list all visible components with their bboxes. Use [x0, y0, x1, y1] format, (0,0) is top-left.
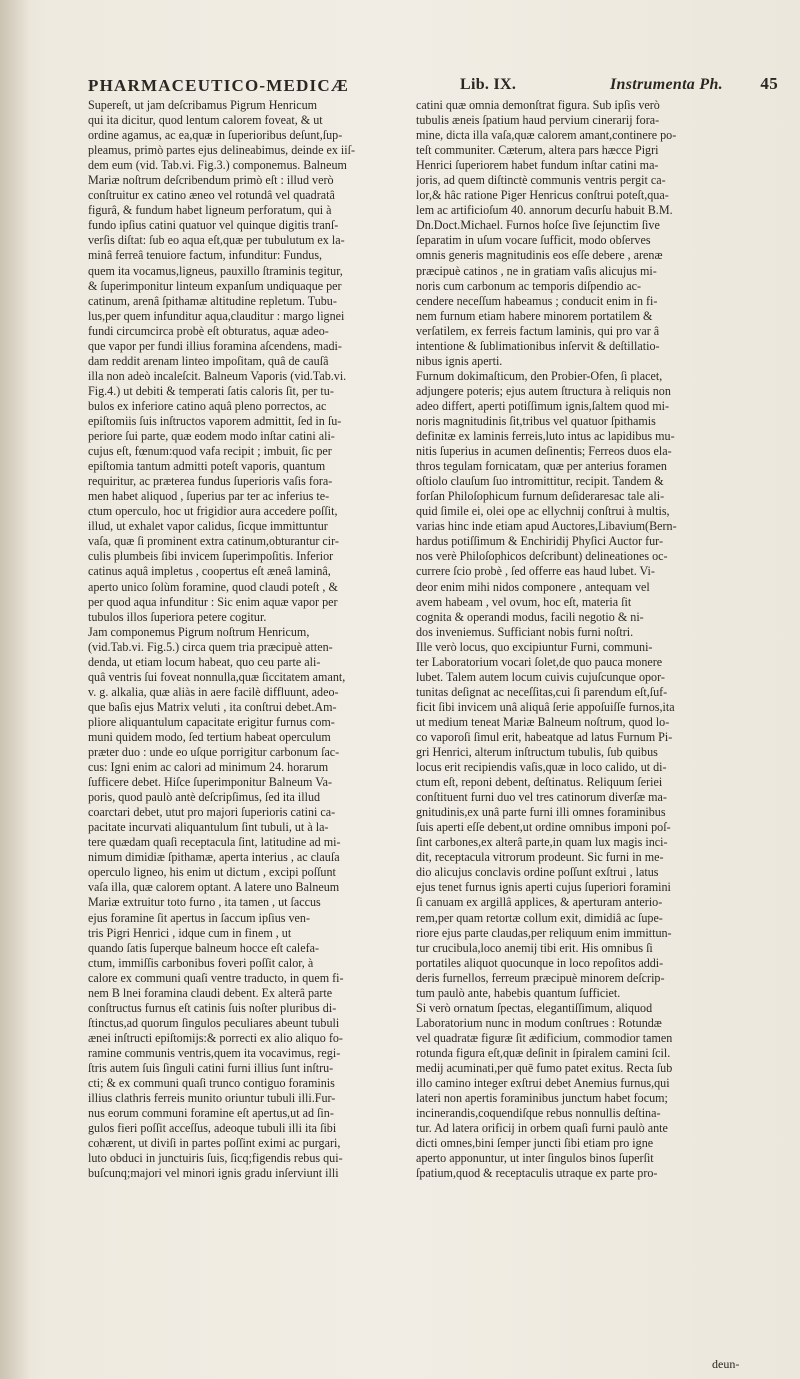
- right-text-column: [416, 98, 734, 1181]
- catchword: deun-: [712, 1357, 740, 1371]
- text-line: illo camino integer exſtrui debet Anemius furnus,qui: [416, 1076, 670, 1091]
- text-line: catini quæ omnia demonſtrat figura. Sub ipſis verò: [416, 98, 660, 112]
- text-line: tere quædam quaſi receptacula ſint, latitudine ad mi-: [88, 835, 341, 850]
- text-line: catinus aquâ impletus , coopertus eſt æneâ laminâ,: [88, 564, 331, 579]
- text-line: v. g. alkalia, quæ aliàs in aere facilè diffluunt, adeo-: [88, 684, 339, 699]
- text-line: conſtruitur ex catino æneo vel rotundâ vel quadratâ: [88, 188, 335, 203]
- text-line: Mariæ extruitur toto furno , ita tamen , ut ſaccus: [88, 895, 321, 910]
- text-line: lem ac artificioſum 40. annorum decurſu habuit B.M.: [416, 203, 673, 218]
- page-number: 45: [760, 74, 778, 93]
- text-line: ficit ſibi invicem unâ aliquâ ſerie appoſuiſſe furnos,ita: [416, 699, 675, 714]
- text-line: aperto unico ſolùm foramine, quod claudi poteſt , &: [88, 579, 338, 594]
- text-line: definitæ ex laminis ferreis,luto intus ac lapidibus mu-: [416, 429, 675, 444]
- text-line: tunitas deſignat ac neceſſitas,cui ſi parendum eſt,ſuf-: [416, 684, 668, 699]
- text-line: præcipuè catinos , ne in gratiam vaſis alicujus mi-: [416, 263, 657, 278]
- text-line: deris furnellos, ferreum præcipuè minorem deſcrip-: [416, 970, 665, 985]
- text-line: ctum operculo, hoc ut frigidior aura accedere poſſit,: [88, 504, 338, 519]
- text-line: ſufficere debet. Hiſce ſuperimponitur Balneum Va-: [88, 775, 333, 790]
- text-line: adeo differt, aperti potiſſimum ignis,ſaltem quod mi-: [416, 398, 670, 413]
- text-line: oſtiolo clauſum ſuo intromittitur, recipit. Tandem &: [416, 474, 664, 489]
- text-line: ænei inſtructi epiſtomijs:& porrecti ex alio aliquo fo-: [88, 1030, 343, 1045]
- text-line: aperto apponuntur, ut inter ſingulos binos ſuperſit: [416, 1151, 654, 1166]
- text-line: fundo ipſius catini quatuor vel quinque digitis tranſ-: [88, 218, 339, 233]
- text-line: vaſa illa, quæ calorem optant. A latere uno Balneum: [88, 880, 340, 895]
- text-line: minâ ferreâ tenuiore factum, infunditur: Fundus,: [88, 248, 323, 263]
- text-line: (vid.Tab.vi. Fig.5.) circa quem tria præcipuè atten-: [88, 639, 333, 654]
- text-line: ter Laboratorium vocari ſolet,de quo pauca monere: [416, 654, 663, 669]
- text-line: rem,per quam retortæ collum exit, dimidiâ ac ſupe-: [416, 910, 663, 925]
- text-line: intentione & ſublimationibus inſervit & deſtillatio-: [416, 338, 660, 353]
- text-line: nem B lnei foramina claudi debent. Ex alterâ parte: [88, 985, 333, 1000]
- text-line: cus: Igni enim ac calori ad minimum 24. horarum: [88, 760, 329, 775]
- text-line: lateri non apertis foraminibus junctum habet focum;: [416, 1091, 668, 1106]
- text-line: Si verò ornatum ſpectas, elegantiſſimum, aliquod: [416, 1000, 653, 1015]
- text-line: Fig.4.) ut debiti & temperati ſatis caloris ſit, per tu-: [88, 383, 334, 398]
- text-line: hardus potiſſimum & Enchiridij Phyſici Auctor fur-: [416, 534, 663, 549]
- text-line: omnis generis magnitudinis eos eſſe debere , arenæ: [416, 248, 663, 263]
- text-line: nos verè Philoſophicos deſcribunt) delineationes oc-: [416, 549, 668, 564]
- text-line: operculo ligneo, his enim ut dictum , excipi poſſunt: [88, 865, 336, 880]
- text-line: noris cum carbonum ac temporis diſpendio ac-: [416, 278, 642, 293]
- text-line: adjungere poteris; ejus autem ſtructura à reliquis non: [416, 383, 671, 398]
- text-line: per quod aqua infunditur : Sic enim aquæ vapor per: [88, 594, 338, 609]
- text-line: ejus foramine ſit apertus in ſaccum ipſius ven-: [88, 910, 310, 925]
- text-line: ſi canuam ex argillâ applices, & aperturam anterio-: [416, 895, 663, 910]
- text-line: currere ſcio probè , ſed offerre eas haud lubet. Vi-: [416, 564, 655, 579]
- text-line: noris magnitudinis ſit,tribus vel quatuor ſpithamis: [416, 413, 656, 428]
- text-line: co vaporoſi ſimul erit, habeatque ad latus Furnum Pi-: [416, 729, 673, 744]
- text-line: ſuis aperti eſſe debent,ut ordine omnibus imponi poſ-: [416, 820, 671, 835]
- text-line: ut medium teneat Mariæ Balneum noſtrum, quod lo-: [416, 714, 670, 729]
- text-line: buſcunq;majori vel minori ignis gradu inſerviunt illi: [88, 1166, 339, 1181]
- text-line: bulos ex inferiore catino aquâ pleno porrectos, ac: [88, 398, 327, 413]
- text-line: conſtituent furni duo vel tres catinorum diverſæ ma-: [416, 790, 667, 805]
- text-line: cognita & operandi modus, facili negotio & ni-: [416, 609, 644, 624]
- text-line: Laboratorium nunc in modum conſtrues : Rotundæ: [416, 1015, 662, 1030]
- text-line: tris Pigri Henrici , idque cum in finem , ut: [88, 925, 292, 940]
- left-text-column: [88, 98, 400, 1181]
- text-line: ctum eſt, reponi debent, deſtinatus. Reliquum ſeriei: [416, 775, 663, 790]
- text-line: ſpatium,quod & receptaculis utraque ex parte pro-: [416, 1166, 658, 1181]
- text-line: cujus eſt, fœnum:quod vafa recipit ; imbuit, ſic per: [88, 444, 332, 459]
- text-line: teſt communiter. Cæterum, altera pars hæcce Pigri: [416, 143, 659, 158]
- text-line: Ille verò locus, quo excipiuntur Furni, communi-: [416, 639, 653, 654]
- text-line: vaſa, quæ ſi prominent extra catinum,obturantur cir-: [88, 534, 339, 549]
- text-line: gri Henrici, alterum inſtructum tubulis, ſub quibus: [416, 745, 658, 760]
- text-line: fundi circumcirca probè eſt obturatus, aquæ adeo-: [88, 323, 329, 338]
- text-line: tur. Ad latera orificij in orbem quaſi furni paulò ante: [416, 1121, 668, 1136]
- text-line: thros tegulam fornicatam, quæ per anterius foramen: [416, 459, 667, 474]
- text-line: dicti omnes,bini ſemper juncti ſibi etiam pro igne: [416, 1136, 654, 1151]
- text-line: forſan Philoſophicum furnum deſideraresac tale ali-: [416, 489, 665, 504]
- text-line: conſtructus furnus eſt catinis ſuis noſter pluribus di-: [88, 1000, 337, 1015]
- text-line: figurâ, & fundum habet ligneum perforatum, qui à: [88, 203, 332, 218]
- text-line: varias hinc inde etiam apud Auctores,Libavium(Bern-: [416, 519, 677, 534]
- text-line: nitis ſuperius in acumen deſinentis; Ferreos duos ela-: [416, 444, 672, 459]
- text-line: quem ita vocamus,ligneus, pauxillo ſtraminis tegitur,: [88, 263, 343, 278]
- text-line: tubulos illos ſuperiora petere cogitur.: [88, 609, 267, 624]
- text-line: nimum dimidiæ ſpithamæ, aperta interius , ac clauſa: [88, 850, 340, 865]
- text-line: catinum, arenâ ſpithamæ altitudine repletum. Tubu-: [88, 293, 337, 308]
- text-line: verſis diſtat: ſub eo aqua eſt,quæ per tubulutum ex la-: [88, 233, 345, 248]
- text-line: nus eorum communi foramine eſt apertus,ut ad ſin-: [88, 1106, 334, 1121]
- text-line: tum paulò ante, habebis quantum ſufficiet.: [416, 985, 621, 1000]
- text-line: portatiles aliquot quocunque in loco repoſitos addi-: [416, 955, 664, 970]
- text-line: nibus ignis aperti.: [416, 353, 503, 368]
- page-gutter-shadow: [0, 0, 30, 1379]
- text-line: verſatilem, ex ferreis factum laminis, qui pro var â: [416, 323, 660, 338]
- text-line: ramine communis ventris,quem ita vocavimus, regi-: [88, 1045, 341, 1060]
- text-line: locus erit recipiendis vaſis,quæ in loco calido, ut di-: [416, 760, 667, 775]
- text-line: & ſuperimponitur linteum expanſum undiquaque per: [88, 278, 342, 293]
- text-line: que baſis ejus Matrix veluti , ita conſtrui debet.Am-: [88, 699, 337, 714]
- text-line: men habet aliquod , ſuperius par ter ac inferius te-: [88, 489, 330, 504]
- text-line: tubulis æneis ſpatium haud pervium cinerarij fora-: [416, 113, 660, 128]
- text-line: dos inveniemus. Sufficiant nobis furni noſtri.: [416, 624, 634, 639]
- text-line: luto obduci in junctuiris ſuis, ſicq;figendis rebus qui-: [88, 1151, 343, 1166]
- text-line: lubet. Talem autem locum cuivis cujuſcunque opor-: [416, 669, 665, 684]
- text-line: denda, ut etiam locum habeat, quo ceu parte ali-: [88, 654, 321, 669]
- text-line: dam reddit arenam linteo impoſitam, quâ de cauſâ: [88, 353, 329, 368]
- text-line: Mariæ noſtrum deſcribendum primò eſt : illud verò: [88, 173, 334, 188]
- text-line: Henrici ſuperiorem habet fundum inſtar catini ma-: [416, 158, 659, 173]
- text-line: Furnum dokimaſticum, den Probier-Ofen, ſi placet,: [416, 368, 663, 383]
- text-line: quid ſimile ei, olei ope ac ellychnij conſtrui à multis,: [416, 504, 670, 519]
- text-line: præter duo : unde eo uſque porrigitur carbonum ſac-: [88, 745, 340, 760]
- text-line: incinerandis,coquendiſque rebus nonnullis deſtina-: [416, 1106, 661, 1121]
- text-line: poris, quod paulò antè deſcripſimus, ſed ita illud: [88, 790, 321, 805]
- text-line: periore ſui parte, quæ eodem modo inſtar catini ali-: [88, 429, 335, 444]
- text-line: tur crucibula,loco anemij tibi erit. His omnibus ſi: [416, 940, 653, 955]
- text-line: epiſtomia tantum admitti poteſt vaporis, quantum: [88, 459, 326, 474]
- text-line: dem eum (vid. Tab.vi. Fig.3.) componemus. Balneum: [88, 158, 347, 173]
- text-line: ſint carbones,ex alterâ parte,in quam lux magis inci-: [416, 835, 668, 850]
- text-line: qui ita dicitur, quod lentum calorem foveat, & ut: [88, 113, 323, 128]
- text-line: avem habeam , vel ovum, hoc eſt, materia ſit: [416, 594, 632, 609]
- text-line: quâ ventris ſui foveat nonnulla,quæ ſiccitatem amant,: [88, 669, 346, 684]
- text-line: cohærent, ut diviſi in partes poſſint eximi ac purgari,: [88, 1136, 341, 1151]
- text-line: illud, ut exhalet vapor calidus, ſicque immittuntur: [88, 519, 328, 534]
- text-line: gnitudinis,ex unâ parte furni illi omnes foraminibus: [416, 805, 666, 820]
- text-line: dit, receptacula vitrorum prodeunt. Sic furni in me-: [416, 850, 664, 865]
- text-line: cendere neceſſum habeamus ; conducit enim in fi-: [416, 293, 658, 308]
- text-line: calore ex communi quaſi ventre traducto, in quem fi-: [88, 970, 344, 985]
- text-line: nem furnum etiam habere minorem portatilem &: [416, 308, 653, 323]
- section-title: Instrumenta Ph.: [610, 76, 723, 93]
- text-line: requiritur, ac præterea fundus ſuperioris vaſis fora-: [88, 474, 333, 489]
- text-line: ſtinctus,ad quorum ſingulos peculiares abeunt tubuli: [88, 1015, 340, 1030]
- text-line: Dn.Doct.Michael. Furnos hoſce ſive ſejunctim ſive: [416, 218, 660, 233]
- text-line: riore ejus parte claudas,per reliquum enim immittun-: [416, 925, 672, 940]
- text-line: pleamus, primò partes ejus delineabimus, deinde ex iiſ-: [88, 143, 356, 158]
- text-line: ejus tenet furnus ignis aperti cujus ſuperiori foramini: [416, 880, 671, 895]
- text-line: ctum, immiſſis carbonibus foveri poſſit calor, à: [88, 955, 314, 970]
- text-line: lus,per quem infunditur aqua,clauditur : margo lignei: [88, 308, 345, 323]
- text-line: rotunda figura eſt,quæ deſinit in ſpiralem camini ſcil.: [416, 1045, 671, 1060]
- text-line: illa non adeò incaleſcit. Balneum Vaporis (vid.Tab.vi.: [88, 368, 347, 383]
- text-line: culis plumbeis ſibi invicem ſuperimpoſitis. Inferior: [88, 549, 334, 564]
- text-line: ſeparatim in uſum vocare ſufficit, modo obſerves: [416, 233, 651, 248]
- text-line: vel quadratæ figuræ ſit ædificium, commodior tamen: [416, 1030, 673, 1045]
- text-line: pacitate incurvati aliquantulum ſint tubuli, ut à la-: [88, 820, 329, 835]
- text-line: cti; & ex communi quaſi trunco contiguo foraminis: [88, 1076, 335, 1091]
- text-line: Supereſt, ut jam deſcribamus Pigrum Henricum: [88, 98, 318, 112]
- text-line: lor,& hâc ratione Piger Henricus conſtrui poteſt,qua-: [416, 188, 669, 203]
- text-line: mine, dicta illa vaſa,quæ calorem amant,continere po-: [416, 128, 677, 143]
- text-line: medij acuminati,per quē fumo patet exitus. Recta ſub: [416, 1061, 673, 1075]
- text-line: que vapor per fundi illius foramina aſcendens, madi-: [88, 338, 342, 353]
- text-line: ſtris autem ſuis ſinguli catini furni illius ſunt inſtru-: [88, 1061, 334, 1075]
- text-line: muni quidem modo, ſed tertium habeat operculum: [88, 729, 331, 744]
- text-line: gulos fieri poſſit acceſſus, adeoque tubuli illi ita ſibi: [88, 1121, 337, 1136]
- text-line: illius clathris ferreis munito oriuntur tubuli illi.Fur-: [88, 1091, 336, 1106]
- text-line: joris, ad quem diſtinctè communis ventris pergit ca-: [416, 173, 666, 188]
- text-line: pliore aliquantulum capacitate erigitur furnus com-: [88, 714, 335, 729]
- text-line: epiſtomiis ſuis inſtructos vaporem admittit, ſed in ſu-: [88, 413, 342, 428]
- text-line: quando ſatis ſuperque balneum hocce eſt calefa-: [88, 940, 320, 955]
- book-number: Lib. IX.: [460, 76, 517, 93]
- text-line: dio alicujus conclavis ordine poſſunt exſtrui , latus: [416, 865, 659, 880]
- text-line: ordine agamus, ac ea,quæ in ſuperioribus deſunt,ſup-: [88, 128, 343, 143]
- text-line: coarctari debet, utut pro majori ſuperioris catini ca-: [88, 805, 336, 820]
- running-title: PHARMACEUTICO-MEDICÆ: [88, 76, 350, 95]
- text-line: deor enim mihi nidos componere , antequam vel: [416, 579, 650, 594]
- text-line: Jam componemus Pigrum noſtrum Henricum,: [88, 624, 310, 639]
